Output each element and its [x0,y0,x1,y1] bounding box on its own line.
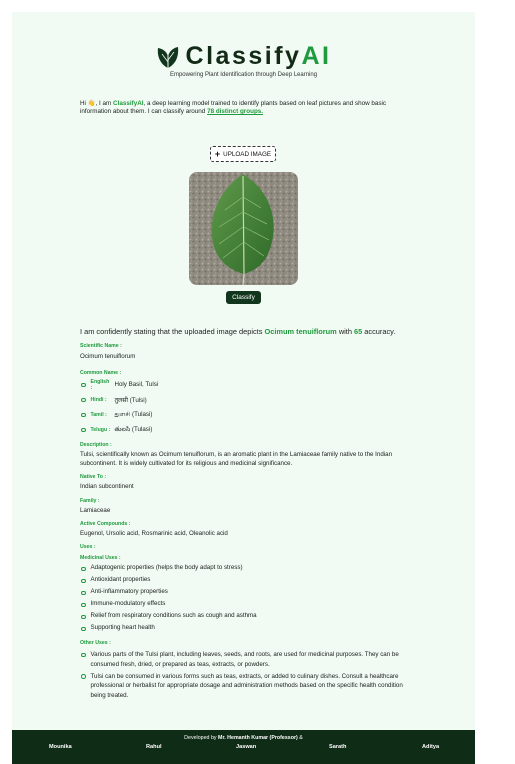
result-prefix: I am confidently stating that the uploaded image depicts [80,327,265,336]
list-item: Relief from respiratory conditions such as cough and asthma [80,612,410,624]
list-item: Various parts of the Tulsi plant, including leaves, seeds, and roots, are used for medicinal purposes. They can be consumed fresh, dried, or prepared as teas, extracts, or powders. [80,650,410,669]
result-plant: Ocimum tenuiflorum [264,327,337,336]
logo [12,42,475,71]
classify-button[interactable]: Classify [226,291,261,304]
uploaded-leaf-image [189,172,298,285]
bullet-icon [81,413,86,418]
groups-link[interactable]: 78 distinct groups. [207,108,264,116]
tagline: Empowering Plant Identification through Deep Learning [169,72,318,78]
list-item: Tamil : துளசி (Tulasi) [80,407,410,422]
bullet-icon [81,591,86,596]
bullet-icon [81,627,86,632]
upload-image-button[interactable] [210,146,276,162]
list-item: Tulsi can be consumed in various forms such as teas, extracts, or added to culinary dishes. Consult a healthcare professional or herbalist for appropriate dosage and administration methods based on the specific health condition being treated. [80,672,410,700]
family-value: Lamiaceae [80,506,111,514]
upload-label: UPLOAD IMAGE [223,150,272,158]
bullet-icon [81,674,86,679]
description-label: Description : [80,442,112,449]
team-member: Sarath [329,744,347,750]
leaf-photo [189,172,298,285]
bullet-icon [81,579,86,584]
wave-icon: 👋 [87,100,96,107]
result-suffix: accuracy. [362,327,396,336]
team-member: Mounika [49,744,72,750]
bullet-icon [81,653,86,658]
list-item: Telugu : తులసి (Tulasi) [80,422,410,437]
brand-ai: AI [301,42,332,70]
list-item: Antioxidant properties [80,576,410,588]
intro-desc: , a deep learning model trained to identify plants based on leaf pictures and show basic information about them. I can classify around [80,100,387,116]
list-item: Hindi : तुलसी (Tulsi) [80,392,410,407]
header [12,42,475,78]
other-uses-list [80,650,410,699]
list-item: Anti-inflammatory properties [80,588,410,600]
team-member: Rahul [146,744,162,750]
uses-label: Uses : [80,544,96,551]
brand-main: Classify [185,42,302,70]
bullet-icon [81,428,86,433]
result-statement [80,327,460,336]
list-item: Adaptogenic properties (helps the body adapt to stress) [80,564,410,576]
bullet-icon [81,398,86,403]
team-member: Aditya [422,744,440,750]
bullet-icon [81,567,86,572]
native-value: Indian subcontinent [80,483,134,491]
plus-icon: + [214,149,221,159]
intro-text [80,100,400,117]
description-text: Tulsi, scientifically known as Ocimum tenuiflorum, is an aromatic plant in the Lamiaceae family native to the Indian subcontinent. It is widely cultivated for its religious and medicinal significance. [80,451,393,467]
medicinal-uses-label: Medicinal Uses : [80,555,121,562]
developer-name: Mr. Hemanth Kumar (Professor) [218,735,298,741]
intro-name: ClassifyAI [113,100,144,107]
scientific-name-label: Scientific Name : [80,343,122,349]
bullet-icon [81,603,86,608]
intro-hi: Hi [80,100,88,107]
plant-details [80,343,410,700]
brand-title [186,42,332,71]
footer [12,730,475,764]
main-panel [12,12,475,764]
result-accuracy: 65 [354,327,363,336]
family-label: Family : [80,497,100,504]
scientific-name: Ocimum tenuiflorum [80,353,136,360]
team-member: Jaswan [236,744,257,750]
compounds-label: Active Compounds : [80,521,131,528]
native-label: Native To : [80,474,107,481]
leaf-logo-icon [156,44,180,70]
compounds-value: Eugenol, Ursolic acid, Rosmarinic acid, Oleanolic acid [80,530,228,538]
bullet-icon [81,615,86,620]
developed-by: Developed by Mr. Hemanth Kumar (Professor) & [184,735,303,741]
list-item: English : Holy Basil, Tulsi [80,377,410,392]
bullet-icon [81,383,86,388]
intro-iam: , I am [95,100,114,107]
common-names-list [80,377,410,437]
medicinal-uses-list [80,564,410,636]
result-mid: with [336,327,355,336]
other-uses-label: Other Uses : [80,640,111,647]
list-item: Supporting heart health [80,624,410,636]
common-name-label: Common Name : [80,370,122,377]
list-item: Immune-modulatory effects [80,600,410,612]
